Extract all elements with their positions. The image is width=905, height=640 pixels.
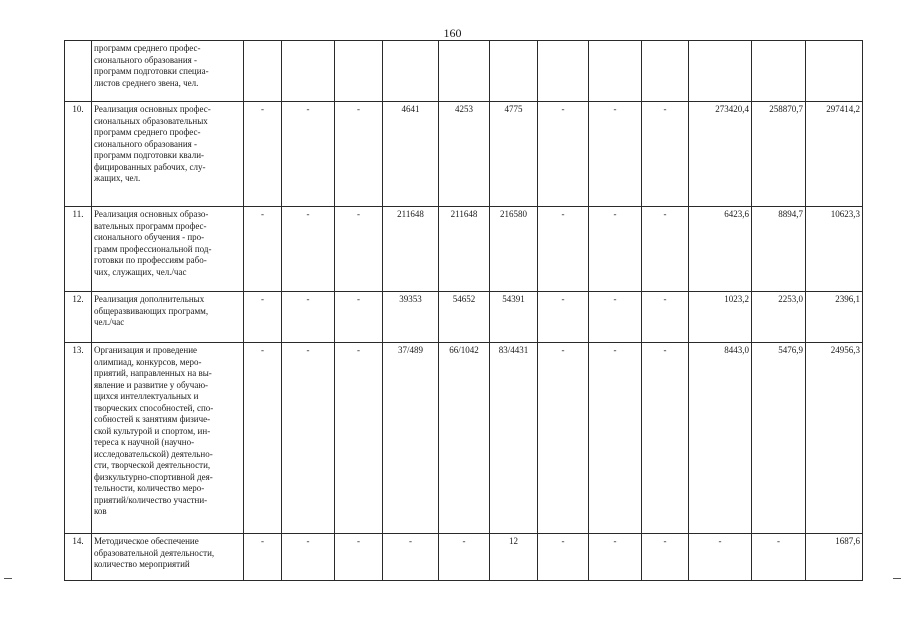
row-description: Методическое обеспечение образовательной деятельности, количество мероприятий <box>92 534 244 581</box>
value-cell: 2396,1 <box>806 292 863 343</box>
value-cell: - <box>642 343 689 534</box>
value-cell: 54391 <box>490 292 538 343</box>
value-cell: - <box>282 534 335 581</box>
value-cell: 4641 <box>383 102 439 207</box>
value-cell: 54652 <box>439 292 490 343</box>
value-cell <box>589 41 642 102</box>
value-cell <box>335 41 383 102</box>
row-number: 11. <box>65 207 92 292</box>
row-description: программ среднего профес- сионального образования - программ подготовки специа- листов среднего звена, чел. <box>92 41 244 102</box>
value-cell: - <box>244 207 282 292</box>
row-description: Реализация основных образо- вательных программ профес- сионального обучения - про- грамм профессиональной под- готовки по профессиям рабо- чих, служащих, чел./час <box>92 207 244 292</box>
value-cell: 273420,4 <box>689 102 752 207</box>
table-row <box>65 292 863 343</box>
value-cell: - <box>752 534 806 581</box>
value-cell: 83/4431 <box>490 343 538 534</box>
value-cell: 37/489 <box>383 343 439 534</box>
value-cell: 258870,7 <box>752 102 806 207</box>
value-cell: - <box>383 534 439 581</box>
table-row <box>65 534 863 581</box>
value-cell: 6423,6 <box>689 207 752 292</box>
value-cell: - <box>439 534 490 581</box>
value-cell: - <box>335 102 383 207</box>
value-cell: - <box>642 292 689 343</box>
value-cell: 10623,3 <box>806 207 863 292</box>
value-cell: - <box>335 534 383 581</box>
value-cell: 1687,6 <box>806 534 863 581</box>
value-cell <box>282 41 335 102</box>
value-cell: - <box>642 534 689 581</box>
crop-mark-right <box>893 578 901 579</box>
row-number: 12. <box>65 292 92 343</box>
table-row <box>65 102 863 207</box>
value-cell <box>752 41 806 102</box>
value-cell <box>244 41 282 102</box>
value-cell: 12 <box>490 534 538 581</box>
value-cell: - <box>589 292 642 343</box>
value-cell: - <box>589 207 642 292</box>
value-cell: - <box>538 292 589 343</box>
row-number: 13. <box>65 343 92 534</box>
value-cell: - <box>538 207 589 292</box>
value-cell: 211648 <box>383 207 439 292</box>
value-cell: - <box>282 102 335 207</box>
table-row <box>65 207 863 292</box>
value-cell: 4253 <box>439 102 490 207</box>
value-cell: - <box>282 292 335 343</box>
value-cell <box>490 41 538 102</box>
value-cell <box>689 41 752 102</box>
value-cell: - <box>538 534 589 581</box>
value-cell: - <box>244 534 282 581</box>
value-cell: 297414,2 <box>806 102 863 207</box>
value-cell: - <box>244 343 282 534</box>
value-cell: - <box>689 534 752 581</box>
value-cell: - <box>589 343 642 534</box>
value-cell: 2253,0 <box>752 292 806 343</box>
value-cell: - <box>589 534 642 581</box>
value-cell: - <box>642 102 689 207</box>
value-cell: 66/1042 <box>439 343 490 534</box>
value-cell: 8894,7 <box>752 207 806 292</box>
table-row <box>65 343 863 534</box>
value-cell <box>642 41 689 102</box>
indicators-table <box>64 40 863 581</box>
value-cell: 211648 <box>439 207 490 292</box>
value-cell: - <box>244 292 282 343</box>
table-row <box>65 41 863 102</box>
row-number: 14. <box>65 534 92 581</box>
value-cell: - <box>282 207 335 292</box>
value-cell: - <box>335 207 383 292</box>
page-number: 160 <box>443 26 462 40</box>
value-cell: - <box>538 343 589 534</box>
value-cell: - <box>335 292 383 343</box>
row-number: 10. <box>65 102 92 207</box>
row-description: Организация и проведение олимпиад, конкурсов, меро- приятий, направленных на вы- явление и развитие у обучаю- щихся интеллектуальных и творческих способностей, спо- собностей к занятиям физиче- ской культурой и спортом, ин- тереса к научной (научно- исследовательской) деятельно- сти, творческой деятельности, физкультурно-спортивной дея- тельности, количество меро- приятий/количество участни- ков <box>92 343 244 534</box>
value-cell: 5476,9 <box>752 343 806 534</box>
value-cell: 8443,0 <box>689 343 752 534</box>
value-cell: 4775 <box>490 102 538 207</box>
value-cell <box>383 41 439 102</box>
value-cell: - <box>282 343 335 534</box>
value-cell: - <box>335 343 383 534</box>
value-cell: 24956,3 <box>806 343 863 534</box>
value-cell <box>439 41 490 102</box>
value-cell: - <box>538 102 589 207</box>
value-cell: - <box>642 207 689 292</box>
value-cell: 216580 <box>490 207 538 292</box>
row-description: Реализация дополнительных общеразвивающих программ, чел./час <box>92 292 244 343</box>
value-cell: - <box>589 102 642 207</box>
row-number <box>65 41 92 102</box>
value-cell: - <box>244 102 282 207</box>
value-cell <box>806 41 863 102</box>
value-cell <box>538 41 589 102</box>
value-cell: 1023,2 <box>689 292 752 343</box>
value-cell: 39353 <box>383 292 439 343</box>
row-description: Реализация основных профес- сиональных образовательных программ среднего профес- сионального образования - программ подготовки квали- фицированных рабочих, слу- жащих, чел. <box>92 102 244 207</box>
crop-mark-left <box>4 578 12 579</box>
